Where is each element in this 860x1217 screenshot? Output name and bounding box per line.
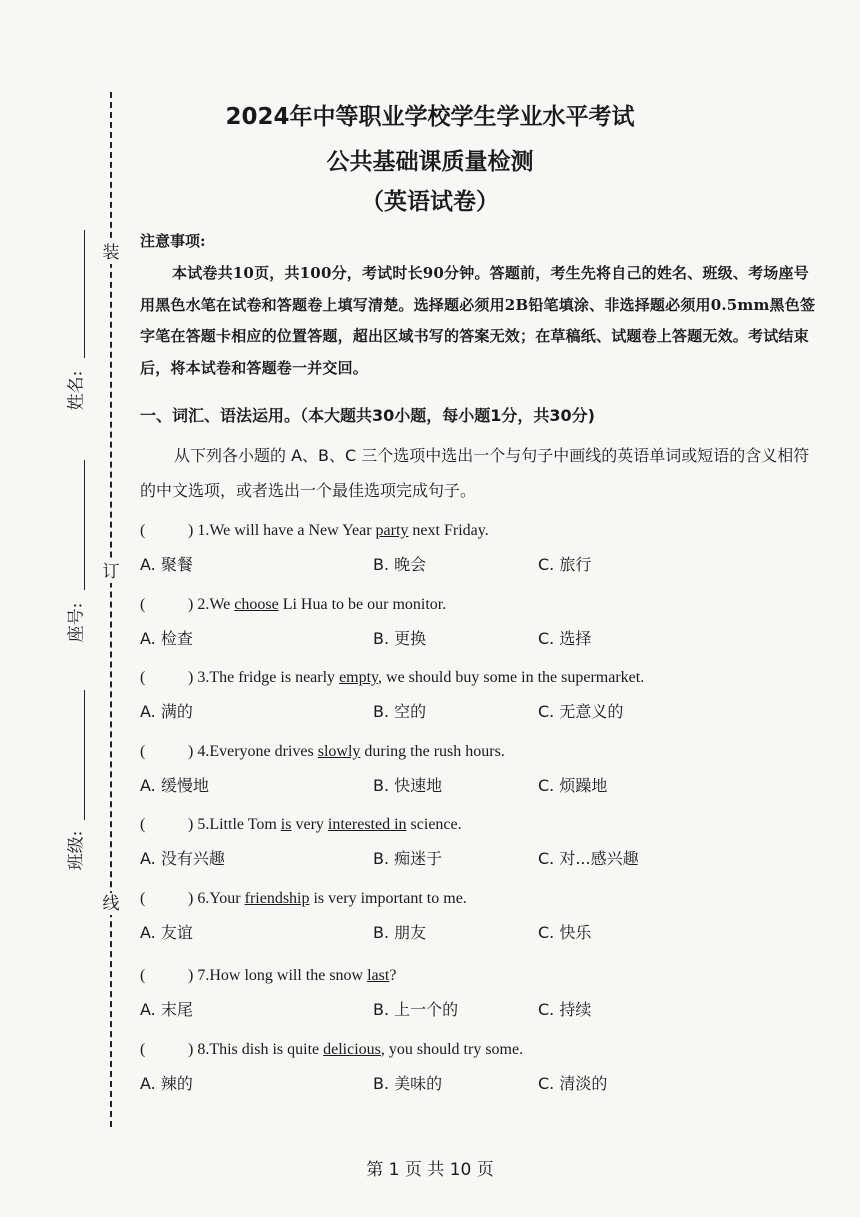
stem-text: ) 8.This dish is quite — [188, 1041, 324, 1058]
option-c: C. 旅行 — [538, 555, 592, 574]
option-b: B. 空的 — [373, 702, 427, 721]
answer-paren[interactable]: ( — [140, 816, 146, 833]
answer-paren[interactable]: ( — [140, 967, 146, 984]
notice-heading: 注意事项: — [140, 232, 206, 250]
answer-paren[interactable]: ( — [140, 522, 146, 539]
stem-text: ) 5.Little Tom — [188, 816, 281, 833]
option-c: C. 烦躁地 — [538, 776, 608, 795]
section-heading: 一、词汇、语法运用。（本大题共30小题，每小题1分，共30分) — [140, 406, 595, 425]
answer-paren[interactable]: ( — [140, 596, 146, 613]
underlined-word: choose — [234, 596, 279, 613]
option-a: A. 辣的 — [140, 1074, 193, 1093]
option-a: A. 满的 — [140, 702, 193, 721]
stem-text: ) 6.Your — [188, 890, 245, 907]
option-a: A. 没有兴趣 — [140, 849, 225, 868]
stem-text: ) 3.The fridge is nearly — [188, 669, 340, 686]
stem-text: very — [291, 816, 328, 833]
question-6 — [140, 887, 820, 946]
question-1 — [140, 519, 820, 578]
question-7 — [140, 964, 820, 1023]
stem-text: Li Hua to be our monitor. — [278, 596, 447, 613]
option-b: B. 快速地 — [373, 776, 443, 795]
option-a: A. 末尾 — [140, 1000, 193, 1019]
seat-label: 座号: — [66, 602, 87, 643]
section-instruction: 从下列各小题的 A、B、C 三个选项中选出一个与句子中画线的英语单词或短语的含义相符的中文选项，或者选出一个最佳选项完成句子。 — [140, 446, 810, 500]
underlined-word: friendship — [244, 890, 310, 907]
notice-body: 本试卷共10页，共100分，考试时长90分钟。答题前，考生先将自己的姓名、班级、考场座号用黑色水笔在试卷和答题卷上填写清楚。选择题必须用2B铅笔填涂、非选择题必须用0.5mm黑色签字笔在答题卡相应的位置答题，超出区域书写的答案无效；在草稿纸、试题卷上答题无效。考试结束后，将本试卷和答题卷一并交回。 — [140, 264, 816, 377]
exam-title: 2024年中等职业学校学生学业水平考试 — [225, 104, 635, 130]
answer-paren[interactable]: ( — [140, 1041, 146, 1058]
question-2 — [140, 593, 820, 652]
name-fill-line — [84, 230, 85, 358]
option-c: C. 无意义的 — [538, 702, 624, 721]
underlined-word: party — [375, 522, 409, 539]
question-3 — [140, 666, 820, 725]
binding-char-xian: 线 — [100, 893, 122, 915]
option-b: B. 更换 — [373, 629, 427, 648]
option-c: C. 清淡的 — [538, 1074, 608, 1093]
option-b: B. 晚会 — [373, 555, 427, 574]
binding-char-zhuang: 装 — [100, 242, 122, 264]
question-4 — [140, 740, 820, 799]
class-fill-line — [84, 690, 85, 820]
stem-text: ) 4.Everyone drives — [188, 743, 318, 760]
stem-text: is very important to me. — [309, 890, 467, 907]
question-8 — [140, 1038, 820, 1097]
underlined-word: slowly — [317, 743, 361, 760]
underlined-word: last — [367, 967, 390, 984]
seat-fill-line — [84, 460, 85, 590]
stem-text: ) 2.We — [188, 596, 235, 613]
stem-text: ) 1.We will have a New Year — [188, 522, 376, 539]
page-footer: 第 1 页 共 10 页 — [366, 1160, 494, 1180]
underlined-word: delicious — [323, 1041, 381, 1058]
exam-subject: （英语试卷） — [361, 189, 499, 215]
stem-text: science. — [406, 816, 462, 833]
option-b: B. 美味的 — [373, 1074, 443, 1093]
option-c: C. 对...感兴趣 — [538, 849, 639, 868]
exam-subtitle: 公共基础课质量检测 — [326, 149, 534, 175]
class-label: 班级: — [66, 830, 87, 871]
underlined-word: empty — [339, 669, 379, 686]
option-a: A. 聚餐 — [140, 555, 193, 574]
option-a: A. 缓慢地 — [140, 776, 209, 795]
option-c: C. 持续 — [538, 1000, 592, 1019]
answer-paren[interactable]: ( — [140, 669, 146, 686]
underlined-word: is — [280, 816, 292, 833]
underlined-phrase: interested in — [327, 816, 407, 833]
stem-text: next Friday. — [408, 522, 489, 539]
option-c: C. 选择 — [538, 629, 592, 648]
answer-paren[interactable]: ( — [140, 743, 146, 760]
option-b: B. 朋友 — [373, 923, 427, 942]
answer-paren[interactable]: ( — [140, 890, 146, 907]
stem-text: ? — [389, 967, 397, 984]
option-a: A. 友谊 — [140, 923, 193, 942]
stem-text: ) 7.How long will the snow — [188, 967, 368, 984]
binding-char-ding: 订 — [100, 561, 122, 583]
option-b: B. 痴迷于 — [373, 849, 443, 868]
stem-text: during the rush hours. — [360, 743, 505, 760]
option-a: A. 检查 — [140, 629, 193, 648]
stem-text: , you should try some. — [380, 1041, 524, 1058]
name-label: 姓名: — [66, 370, 87, 411]
stem-text: , we should buy some in the supermarket. — [378, 669, 645, 686]
option-c: C. 快乐 — [538, 923, 592, 942]
option-b: B. 上一个的 — [373, 1000, 459, 1019]
question-5 — [140, 813, 820, 872]
